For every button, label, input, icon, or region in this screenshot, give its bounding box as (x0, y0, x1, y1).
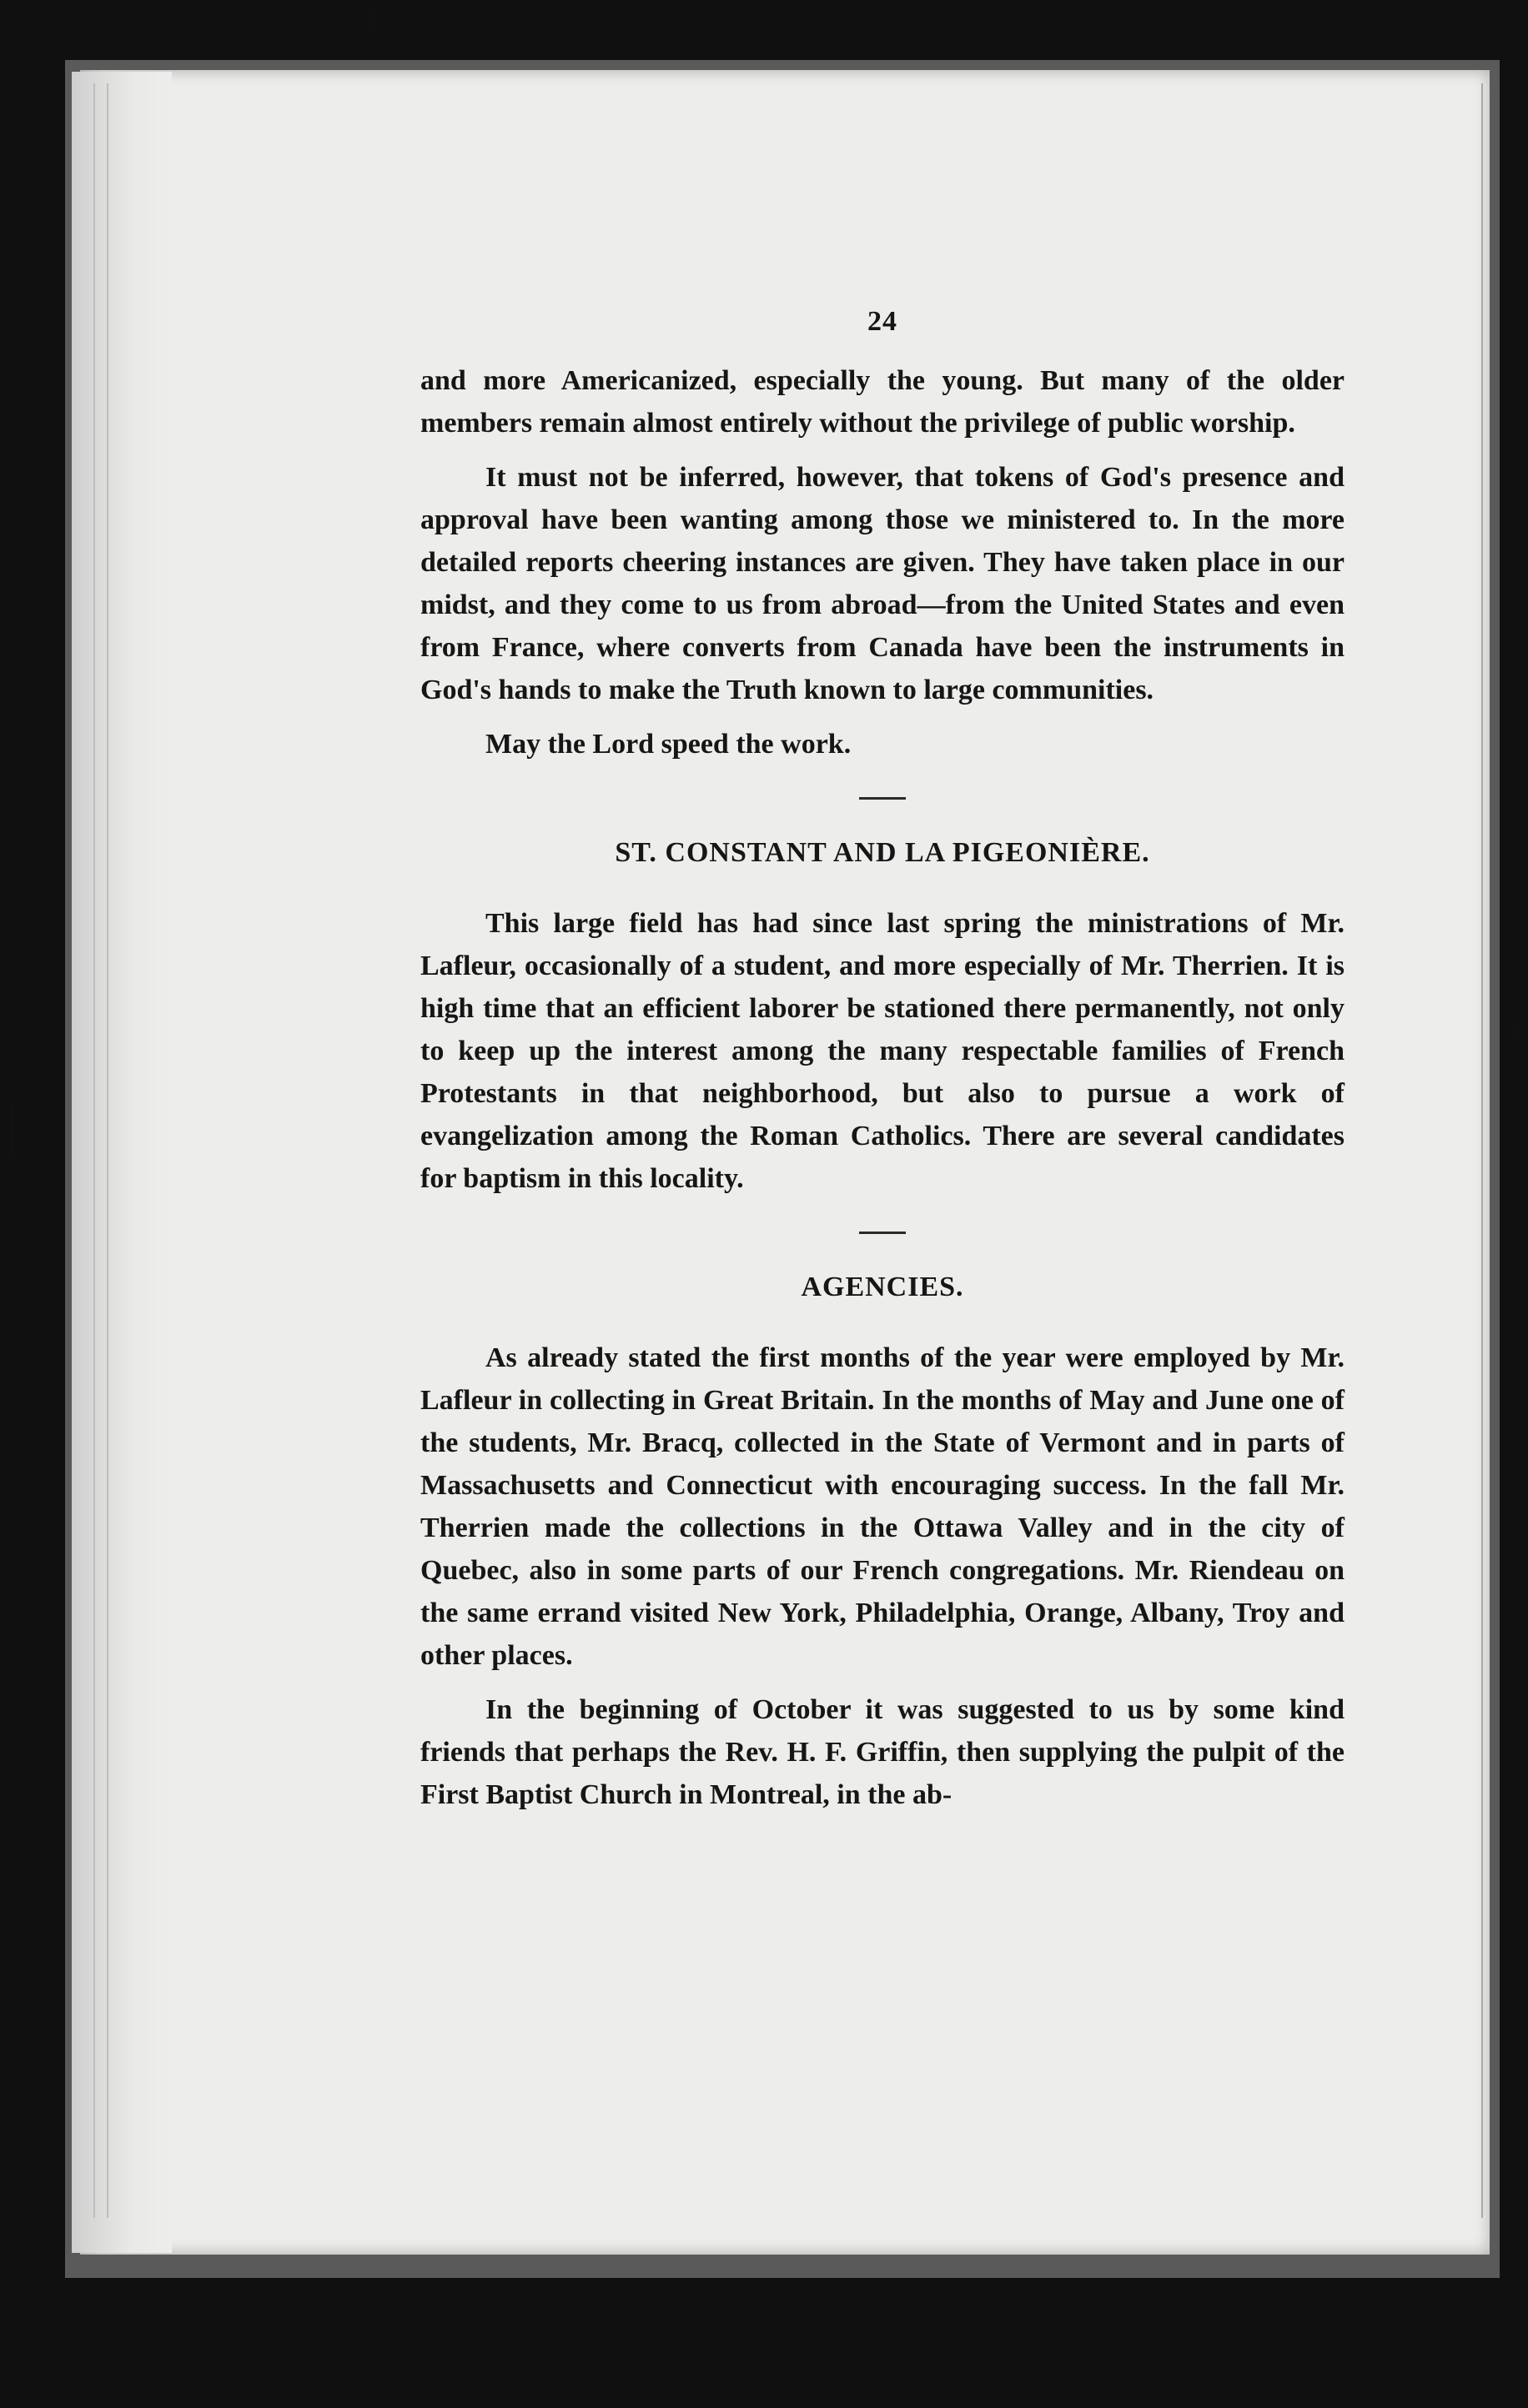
paragraph: It must not be inferred, however, that tokens of God's presence and approval have been wanting among those we ministered to. In the more detailed reports cheering instances are given. They have taken place in our midst, and they come to us from abroad—from the United States and even from France, where converts from Canada have been the instruments in God's hands to make the Truth known to large communities. (420, 462, 1345, 705)
section-divider (859, 797, 906, 800)
dust-speck (10, 1101, 15, 1159)
paragraph: and more Americanized, especially the young. But many of the older members remain almost entirely without the privilege of public worship. (420, 365, 1345, 439)
dust-speck (1513, 1026, 1521, 1037)
section-divider (859, 1232, 906, 1234)
paragraph: As already stated the first months of the year were employed by Mr. Lafleur in collecting in Great Britain. In the months of May and June one of the students, Mr. Bracq, collected in the State of Vermont and in parts of Massachusetts and Connecticut with encouraging success. In the fall Mr. Therrien made the collections in the Ottawa Valley and in the city of Quebec, also in some parts of our French congregations. Mr. Riendeau on the same errand visited New York, Philadelphia, Orange, Albany, Troy and other places. (420, 1342, 1345, 1671)
paragraph: This large field has had since last spring the ministrations of Mr. Lafleur, occasionally of a student, and more especially of Mr. Therrien. It is high time that an efficient laborer be stationed there permanently, not only to keep up the interest among the many respectable families of French Protestants in that neighborhood, but also to pursue a work of evangelization among the Roman Catholics. There are several candidates for baptism in this locality. (420, 908, 1345, 1194)
page-edge-line (1481, 83, 1483, 2218)
section-heading: AGENCIES. (801, 1272, 964, 1302)
page-edge-line (107, 83, 108, 2218)
paragraph: May the Lord speed the work. (485, 729, 852, 760)
page-text (420, 300, 1345, 1828)
paragraph: In the beginning of October it was suggested to us by some kind friends that perhaps the Rev. H. F. Griffin, then supplying the pulpit of the First Baptist Church in Montreal, in the ab- (420, 1694, 1345, 1810)
page-edge-line (93, 83, 95, 2218)
dust-speck (367, 12, 375, 28)
section-heading: ST. CONSTANT AND LA PIGEONIÈRE. (615, 837, 1150, 868)
page-gutter (72, 72, 172, 2253)
page-number: 24 (867, 306, 897, 337)
